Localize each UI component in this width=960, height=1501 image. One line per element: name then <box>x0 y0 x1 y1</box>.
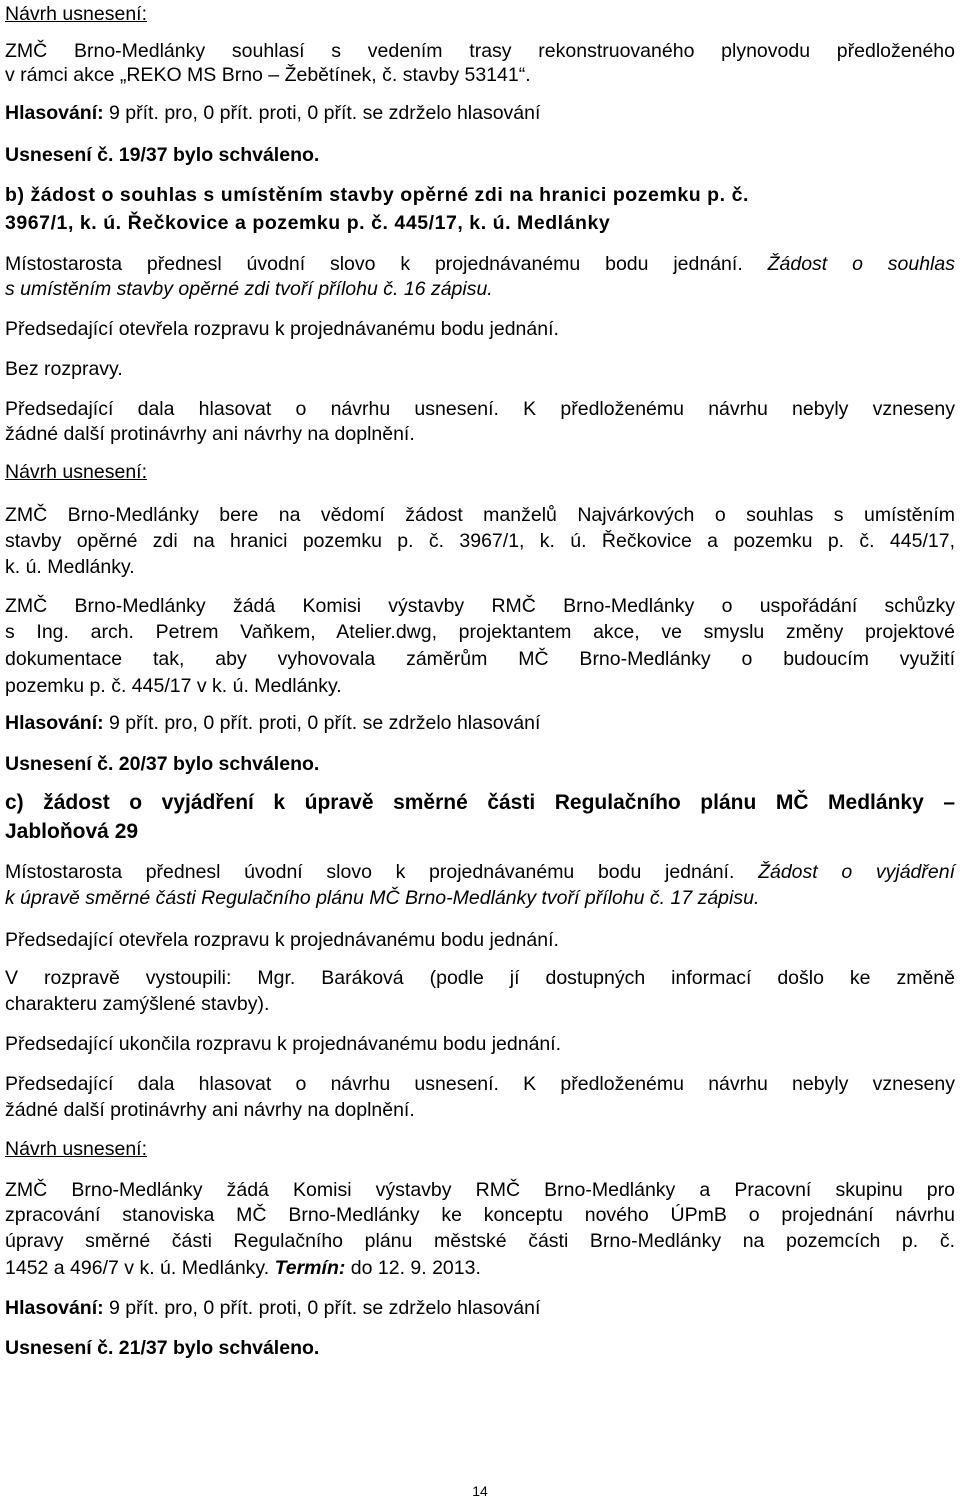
section-heading-c-cont: Jabloňová 29 <box>5 820 139 843</box>
voting-label: Hlasování: <box>5 1297 104 1319</box>
resolution-text-line: s Ing. arch. Petrem Vaňkem, Atelier.dwg, projektantem akce, ve smyslu změny projektové <box>5 621 955 643</box>
resolution-draft-label: Návrh usnesení: <box>5 461 147 483</box>
voting-label: Hlasování: <box>5 102 104 124</box>
paragraph-line: Předsedající dala hlasovat o návrhu usnesení. K předloženému návrhu nebyly vzneseny <box>5 1073 955 1095</box>
section-heading-b: b) žádost o souhlas s umístěním stavby opěrné zdi na hranici pozemku p. č. <box>5 184 749 206</box>
attachment-note: Žádost o vyjádření <box>758 861 956 883</box>
resolution-text-line: ZMČ Brno-Medlánky souhlasí s vedením trasy rekonstruovaného plynovodu předloženého <box>5 40 955 62</box>
resolution-text: 1452 a 496/7 v k. ú. Medlánky. <box>5 1257 275 1279</box>
voting-line <box>5 1296 955 1320</box>
page-number: 14 <box>472 1483 488 1499</box>
voting-label: Hlasování: <box>5 712 104 734</box>
paragraph-line: V rozpravě vystoupili: Mgr. Baráková (podle jí dostupných informací došlo ke změně <box>5 967 955 989</box>
voting-line <box>5 101 955 125</box>
paragraph-line: Bez rozpravy. <box>5 358 123 380</box>
paragraph-line: Předsedající ukončila rozpravu k projednávanému bodu jednání. <box>5 1033 562 1055</box>
paragraph-line: žádné další protinávrhy ani návrhy na doplnění. <box>5 1099 415 1121</box>
resolution-approved: Usnesení č. 20/37 bylo schváleno. <box>5 753 320 775</box>
resolution-text-line: úpravy směrné části Regulačního plánu městské části Brno-Medlánky na pozemcích p. č. <box>5 1230 955 1252</box>
resolution-draft-label: Návrh usnesení: <box>5 1138 147 1160</box>
voting-line <box>5 711 955 735</box>
voting-result: 9 přít. pro, 0 přít. proti, 0 přít. se zdrželo hlasování <box>103 1297 541 1319</box>
attachment-note: Žádost o souhlas <box>767 253 955 275</box>
resolution-approved: Usnesení č. 19/37 bylo schváleno. <box>5 144 320 166</box>
attachment-note: k úpravě směrné části Regulačního plánu MČ Brno-Medlánky tvoří přílohu č. 17 zápisu. <box>5 887 760 909</box>
resolution-approved: Usnesení č. 21/37 bylo schváleno. <box>5 1337 320 1359</box>
resolution-draft-label: Návrh usnesení: <box>5 3 147 25</box>
resolution-text-line: k. ú. Medlánky. <box>5 556 135 578</box>
voting-result: 9 přít. pro, 0 přít. proti, 0 přít. se zdrželo hlasování <box>103 102 541 124</box>
attachment-note: s umístěním stavby opěrné zdi tvoří přílohu č. 16 zápisu. <box>5 278 493 300</box>
resolution-text-line: ZMČ Brno-Medlánky žádá Komisi výstavby RMČ Brno-Medlánky o uspořádání schůzky <box>5 595 955 617</box>
resolution-text-line: dokumentace tak, aby vyhovovala záměrům MČ Brno-Medlánky o budoucím využití <box>5 648 955 670</box>
paragraph-text: Místostarosta přednesl úvodní slovo k projednávanému bodu jednání. <box>5 861 759 883</box>
paragraph-line: charakteru zamýšlené stavby). <box>5 993 270 1015</box>
resolution-deadline-line <box>5 1256 955 1280</box>
section-heading-b-cont: 3967/1, k. ú. Řečkovice a pozemku p. č. 445/17, k. ú. Medlánky <box>5 212 611 234</box>
resolution-text-line: ZMČ Brno-Medlánky žádá Komisi výstavby RMČ Brno-Medlánky a Pracovní skupinu pro <box>5 1179 955 1201</box>
paragraph-line: Předsedající otevřela rozpravu k projednávanému bodu jednání. <box>5 318 559 340</box>
paragraph-line: Předsedající dala hlasovat o návrhu usnesení. K předloženému návrhu nebyly vzneseny <box>5 398 955 420</box>
paragraph-line: Předsedající otevřela rozpravu k projednávanému bodu jednání. <box>5 929 559 951</box>
resolution-text-line: ZMČ Brno-Medlánky bere na vědomí žádost manželů Najvárkových o souhlas s umístěním <box>5 504 955 526</box>
paragraph-text: Místostarosta přednesl úvodní slovo k projednávanému bodu jednání. <box>5 253 768 275</box>
paragraph-line <box>5 252 955 276</box>
resolution-text-line: pozemku p. č. 445/17 v k. ú. Medlánky. <box>5 675 342 697</box>
resolution-text-line: zpracování stanoviska MČ Brno-Medlánky ke konceptu nového ÚPmB o projednání návrhu <box>5 1204 955 1226</box>
paragraph-line <box>5 860 955 884</box>
paragraph-line: žádné další protinávrhy ani návrhy na doplnění. <box>5 423 415 445</box>
voting-result: 9 přít. pro, 0 přít. proti, 0 přít. se zdrželo hlasování <box>103 712 541 734</box>
resolution-text-line: v rámci akce „REKO MS Brno – Žebětínek, č. stavby 53141“. <box>5 64 531 86</box>
section-heading-c: c) žádost o vyjádření k úpravě směrné části Regulačního plánu MČ Medlánky – <box>5 791 955 814</box>
deadline-label: Termín: <box>274 1257 346 1279</box>
deadline-date: do 12. 9. 2013. <box>345 1257 481 1279</box>
resolution-text-line: stavby opěrné zdi na hranici pozemku p. č. 3967/1, k. ú. Řečkovice a pozemku p. č. 445/17, <box>5 530 955 552</box>
